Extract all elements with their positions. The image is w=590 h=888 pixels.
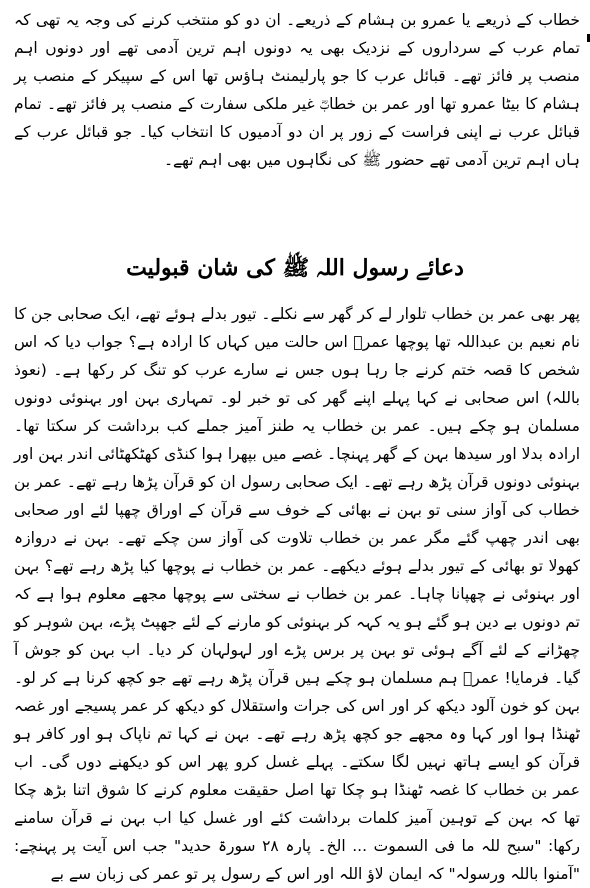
paragraph-2: پھر بھی عمر بن خطاب تلوار لے کر گھر سے نکلے۔ تیور بدلے ہوئے تھے، ایک صحابی جن کا نام نعیم بن عبداللہ تھا پوچھا عمرؓ اس حالت میں کہاں کا ارادہ ہے؟ جواب دیا کہ اس شخص کا قصہ ختم کرنے جا رہا ہوں جس نے سارے عرب کو تنگ کر رکھا ہے۔ (نعوذ باللہ) اس صحابی نے کہا پہلے اپنے گھر کی تو خبر لو۔ تمہاری بہن اور بہنوئی دونوں مسلمان ہو چکے ہیں۔ عمر بن خطاب یہ طنز آمیز جملے کب برداشت کر سکتا تھا۔ ارادہ بدلا اور سیدھا بہن کے گھر پہنچا۔ غصے میں بپھرا ہوا کنڈی کھٹکھٹائی اندر بہن اور بہنوئی دونوں قرآن پڑھ رہے تھے۔ ایک صحابی رسول ان کو قرآن پڑھا رہے تھے۔ عمر بن خطاب کی آواز سنی تو بہن نے بھائی کے خوف سے قرآن کے اوراق چھپا لئے اور صحابی بھی اندر چھپ گئے مگر عمر بن خطاب تلاوت کی آواز سن چکے تھے۔ بہن نے دروازہ کھولا تو بھائی کے تیور بدلے ہوئے دیکھے۔ عمر بن خطاب نے پوچھا کیا پڑھ رہے تھے؟ بہن اور بہنوئی نے چھپانا چاہا۔ عمر بن خطاب نے سختی سے پوچھا مجھے معلوم ہوا ہے کہ تم دونوں بے دین ہو گئے ہو یہ کہہ کر بہنوئی کو مارنے کے لئے جھپٹ پڑے، بہن شوہر کو چھڑانے کے لئے آگے ہوئی تو بہن پر برس پڑے اور لہولہان کر دیا۔ اب بہن کو جوش آ گیا۔ فرمایا! عمرؓ ہم مسلمان ہو چکے ہیں قرآن پڑھ رہے تھے جو کچھ کرنا ہے کر لو۔ بہن کو خون آلود دیکھ کر اور اس کی جرات واستقلال کو دیکھ کر عمر پسیجے اور غصہ ٹھنڈا ہوا اور کہا وہ مجھے جو کچھ پڑھ رہے تھے۔ بہن نے کہا تم ناپاک ہو اور کافر ہو قرآن کو ایسے ہاتھ نہیں لگا سکتے۔ پہلے غسل کرو پھر اس کو دیکھنے دوں گی۔ اب عمر بن خطاب کا غصہ ٹھنڈا ہو چکا تھا اصل حقیقت معلوم کرنے کا شوق اتنا بڑھ چکا تھا کہ بہن کے توہین آمیز کلمات برداشت کئے اور غسل کیا اب بہن نے قرآن سامنے رکھا: "سبح للہ ما فی السموت ... الخ۔ پارہ ۲۸ سورۃ حدید" جب اس آیت پر پہنچے: "آمنوا باللہ ورسولہ" کہ ایمان لاؤ اللہ اور اس کے رسول پر تو عمر کی زبان سے بے: [14, 305, 580, 883]
paragraph-1: خطاب کے ذریعے یا عمرو بن ہشام کے ذریعے۔ ان دو کو منتخب کرنے کی وجہ یہ تھی کہ تمام عرب کے سرداروں کے نزدیک بھی یہ دونوں اہم ترین آدمی تھے اور دونوں اہم منصب پر فائز تھے۔ قبائل عرب کا جو پارلیمنٹ ہاؤس تھا اس کے سپیکر کے منصب پر ہشام کا بیٹا عمرو تھا اور عمر بن خطابؓ غیر ملکی سفارت کے منصب پر فائز تھے۔ تمام قبائل عرب نے اپنی فراست کے زور پر ان دو آدمیوں کا انتخاب کیا۔ جو قبائل عرب کے ہاں اہم ترین آدمی تھے حضور ﷺ کی نگاہوں میں بھی اہم تھے۔: [14, 11, 580, 169]
section-heading: دعائے رسول اللہ ﷺ کی شان قبولیت: [126, 255, 464, 281]
